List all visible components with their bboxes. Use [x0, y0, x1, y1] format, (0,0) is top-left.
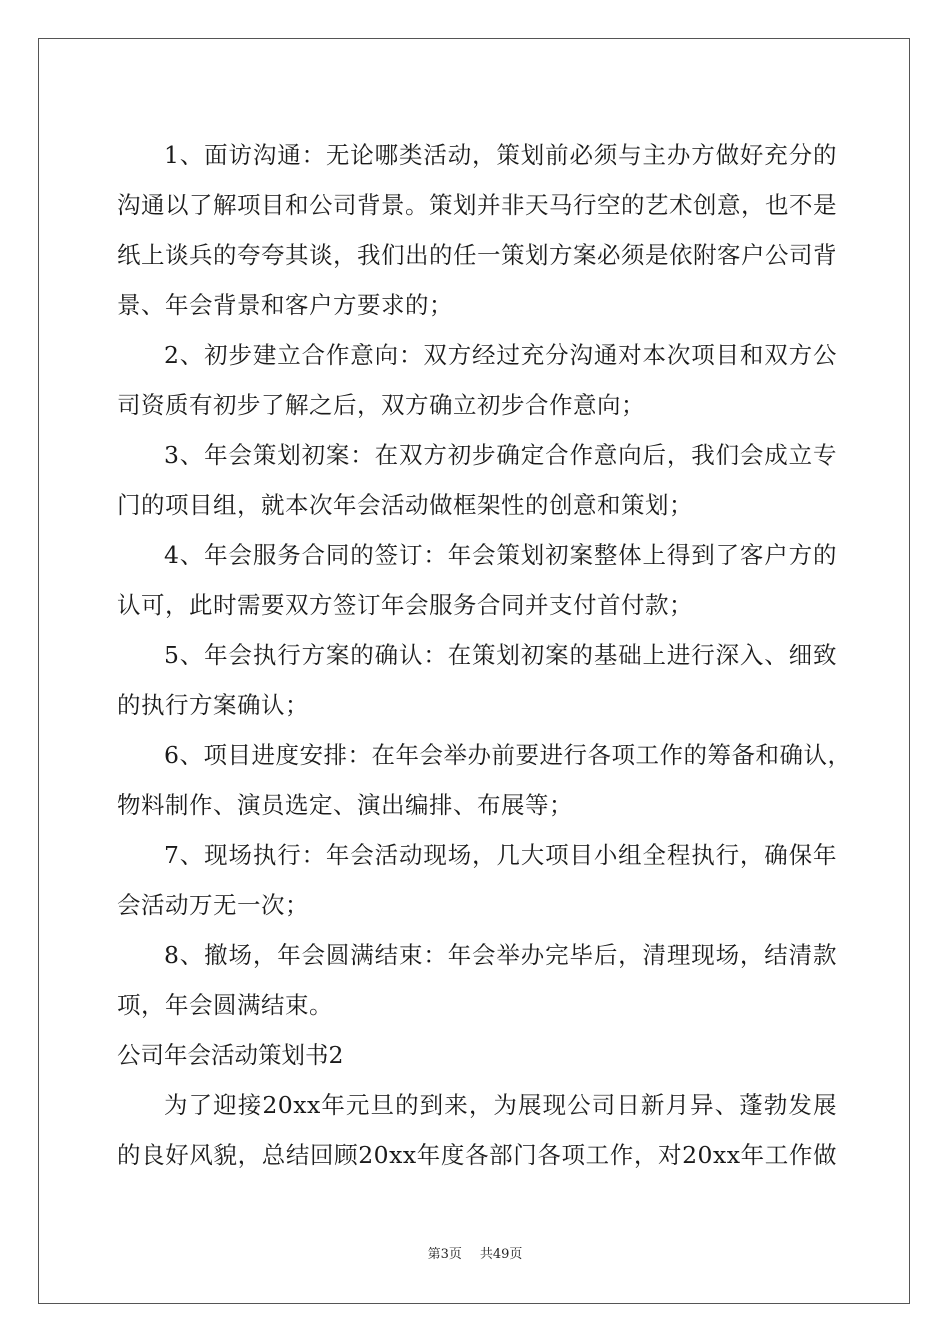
text-line: 5、年会执行方案的确认：在策划初案的基础上进行深入、细致	[164, 641, 837, 669]
text-line: 8、撤场，年会圆满结束：年会举办完毕后，清理现场，结清款	[164, 941, 837, 969]
paragraph-8	[117, 930, 837, 1030]
text-line: 物料制作、演员选定、演出编排、布展等；	[117, 791, 573, 819]
document-body	[117, 130, 852, 1180]
text-line: 司资质有初步了解之后，双方确立初步合作意向；	[117, 391, 645, 419]
paragraph-5	[117, 630, 837, 730]
text-line: 认可，此时需要双方签订年会服务合同并支付首付款；	[117, 591, 693, 619]
section-heading: 公司年会活动策划书2	[117, 1041, 344, 1069]
paragraph-3	[117, 430, 837, 530]
text-line: 6、项目进度安排：在年会举办前要进行各项工作的筹备和确认，	[164, 741, 852, 769]
text-line: 门的项目组，就本次年会活动做框架性的创意和策划；	[117, 491, 693, 519]
text-line: 4、年会服务合同的签订：年会策划初案整体上得到了客户方的	[164, 541, 837, 569]
intro-paragraph	[117, 1080, 837, 1180]
text-line: 为了迎接20xx年元旦的到来，为展现公司日新月异、蓬勃发展	[164, 1091, 837, 1119]
page-footer	[0, 1245, 950, 1265]
paragraph-7	[117, 830, 837, 930]
text-line: 景、年会背景和客户方要求的；	[117, 291, 453, 319]
paragraph-6	[117, 730, 852, 830]
text-line: 的良好风貌，总结回顾20xx年度各部门各项工作，对20xx年工作做	[117, 1141, 837, 1169]
text-line: 项，年会圆满结束。	[117, 991, 333, 1019]
text-line: 1、面访沟通：无论哪类活动，策划前必须与主办方做好充分的	[164, 141, 837, 169]
paragraph-4	[117, 530, 837, 630]
text-line: 2、初步建立合作意向：双方经过充分沟通对本次项目和双方公	[164, 341, 837, 369]
text-line: 沟通以了解项目和公司背景。策划并非天马行空的艺术创意，也不是	[117, 191, 837, 219]
paragraph-2	[117, 330, 837, 430]
paragraph-1	[117, 130, 837, 330]
text-line: 纸上谈兵的夸夸其谈，我们出的任一策划方案必须是依附客户公司背	[117, 241, 837, 269]
text-line: 会活动万无一次；	[117, 891, 309, 919]
page-total: 共49页	[479, 1247, 523, 1262]
text-line: 3、年会策划初案：在双方初步确定合作意向后，我们会成立专	[164, 441, 837, 469]
text-line: 7、现场执行：年会活动现场，几大项目小组全程执行，确保年	[164, 841, 837, 869]
page-number: 第3页	[427, 1247, 462, 1262]
text-line: 的执行方案确认；	[117, 691, 309, 719]
